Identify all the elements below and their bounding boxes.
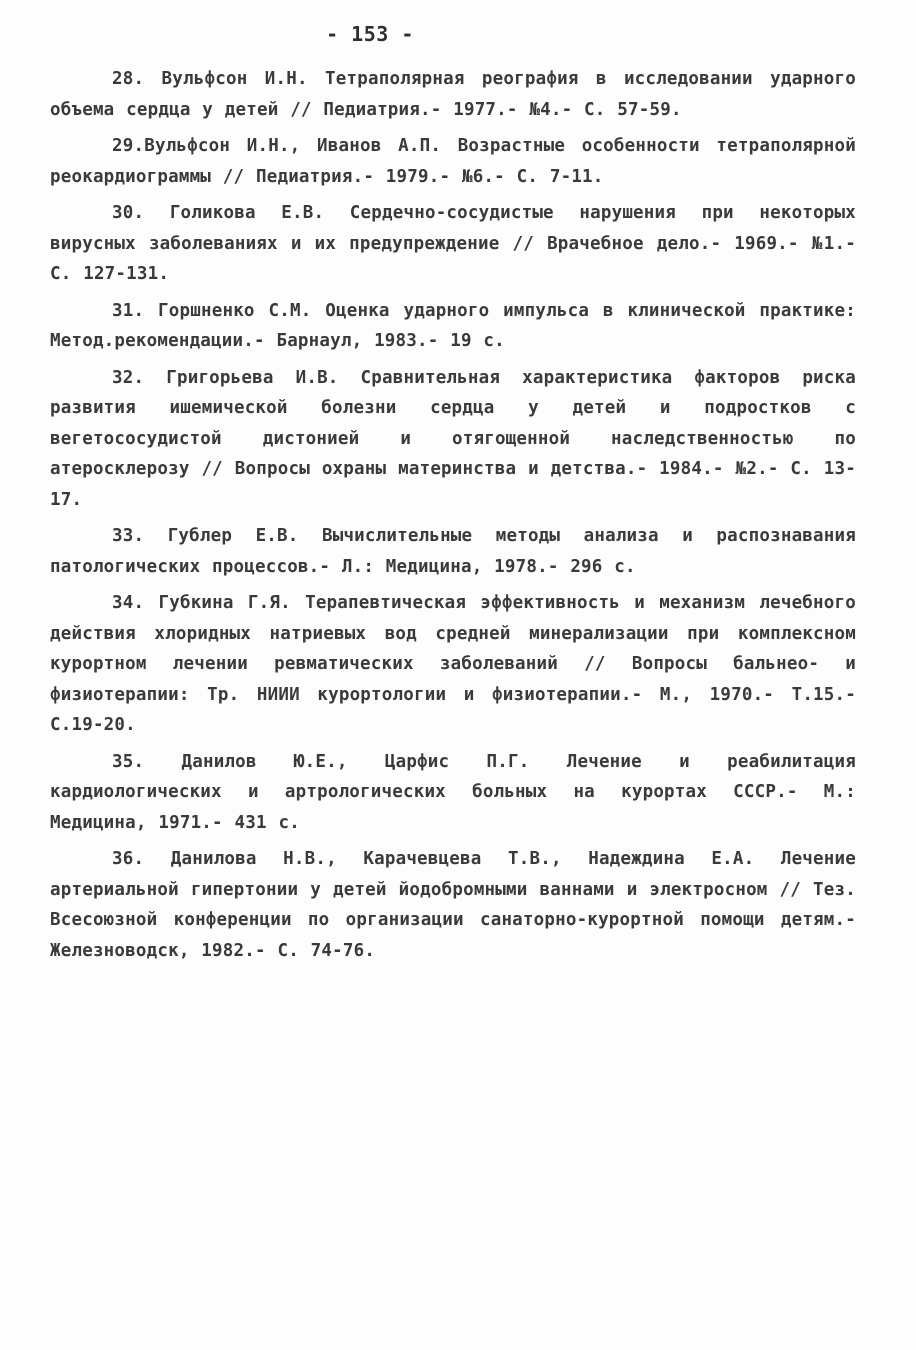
reference-text: Вульфсон И.Н. Тетраполярная реография в исследовании ударного объема сердца у детей // Педиатрия.- 1977.- №4.- С. 57-59.	[50, 69, 856, 120]
reference-text: Горшненко С.М. Оценка ударного импульса в клинической практике: Метод.рекомендации.- Барнаул, 1983.- 19 с.	[50, 300, 856, 351]
reference-item	[50, 64, 856, 125]
reference-item	[50, 588, 856, 741]
reference-number: 28.	[112, 69, 145, 89]
reference-item	[50, 521, 856, 582]
reference-text: Данилова Н.В., Карачевцева Т.В., Надеждина Е.А. Лечение артериальной гипертонии у детей йодобромными ваннами и электросном // Тез. Всесоюзной конференции по организации санаторно-курортной помощи детям.- Железноводск, 1982.- С. 74-76.	[50, 849, 856, 961]
reference-number: 35.	[112, 751, 145, 772]
reference-number: 33.	[112, 526, 145, 546]
reference-text: Голикова Е.В. Сердечно-сосудистые нарушения при некоторых вирусных заболеваниях и их предупреждение // Врачебное дело.- 1969.- №1.- С. 127-131.	[50, 203, 856, 284]
reference-number: 31.	[112, 300, 145, 321]
reference-list	[50, 64, 856, 972]
reference-text: Губкина Г.Я. Терапевтическая эффективность и механизм лечебного действия хлоридных натриевых вод средней минерализации при комплексном курортном лечении ревматических заболеваний // Вопросы бальнео- и физиотерапии: Тр. НИИИ курортологии и физиотерапии.- М., 1970.- Т.15.- С.19-20.	[50, 593, 856, 735]
reference-item	[50, 198, 856, 290]
reference-number: 30.	[112, 203, 145, 223]
reference-item	[50, 844, 856, 966]
reference-number: 29.	[112, 136, 145, 156]
reference-text: Данилов Ю.Е., Царфис П.Г. Лечение и реабилитация кардиологических и артрологических больных на курортах СССР.- М.: Медицина, 1971.- 431 с.	[50, 751, 856, 833]
reference-item	[50, 131, 856, 192]
reference-number: 36.	[112, 849, 145, 869]
reference-text: Григорьева И.В. Сравнительная характеристика факторов риска развития ишемической болезни сердца у детей и подростков с вегетососудистой дистонией и отягощенной наследственностью по атеросклерозу // Вопросы охраны материнства и детства.- 1984.- №2.- С. 13-17.	[50, 367, 856, 510]
page-number: - 153 -	[326, 22, 414, 46]
reference-number: 32.	[112, 367, 145, 388]
reference-text: Вульфсон И.Н., Иванов А.П. Возрастные особенности тетраполярной реокардиограммы // Педиатрия.- 1979.- №6.- С. 7-11.	[50, 136, 856, 187]
reference-item	[50, 363, 856, 516]
reference-item	[50, 747, 856, 839]
reference-number: 34.	[112, 593, 145, 613]
reference-text: Гублер Е.В. Вычислительные методы анализа и распознавания патологических процессов.- Л.: Медицина, 1978.- 296 с.	[50, 526, 856, 577]
reference-item	[50, 296, 856, 357]
